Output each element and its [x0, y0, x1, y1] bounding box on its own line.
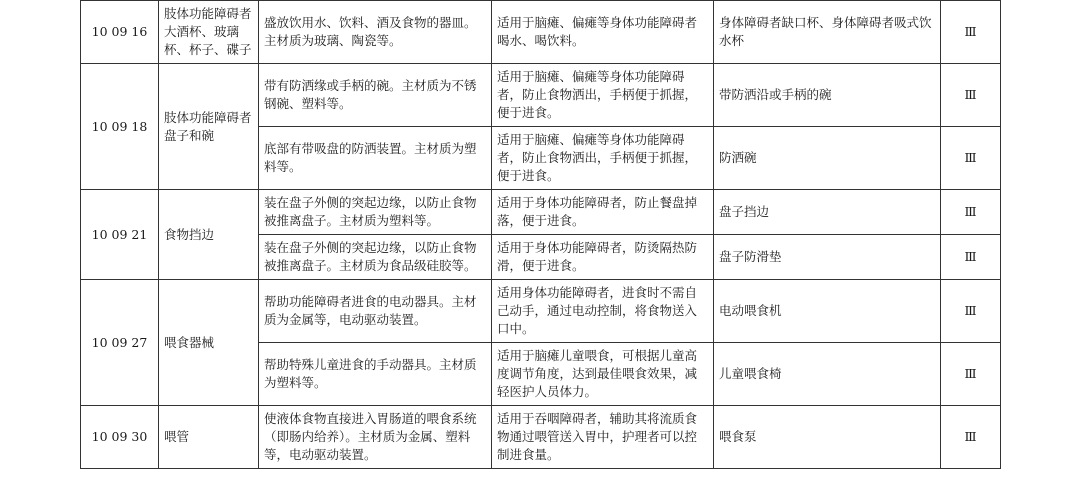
product-catalog-table — [80, 0, 1001, 469]
product-examples: 儿童喂食椅 — [714, 343, 941, 406]
table-row — [81, 1, 1001, 64]
category-code: 10 09 18 — [81, 64, 159, 190]
category-name: 喂食器械 — [159, 280, 259, 406]
management-class: Ⅲ — [941, 406, 1001, 469]
product-description: 装在盘子外侧的突起边缘，以防止食物被推离盘子。主材质为塑料等。 — [259, 190, 492, 235]
table-row — [81, 190, 1001, 235]
intended-use: 适用于身体功能障碍者，防烫隔热防滑，便于进食。 — [492, 235, 714, 280]
product-description: 底部有带吸盘的防洒装置。主材质为塑料等。 — [259, 127, 492, 190]
management-class: Ⅲ — [941, 64, 1001, 127]
intended-use: 适用于脑瘫儿童喂食，可根据儿童高度调节角度，达到最佳喂食效果，减轻医护人员体力。 — [492, 343, 714, 406]
management-class: Ⅲ — [941, 235, 1001, 280]
intended-use: 适用于脑瘫、偏瘫等身体功能障碍者，防止食物洒出，手柄便于抓握，便于进食。 — [492, 64, 714, 127]
product-description: 帮助功能障碍者进食的电动器具。主材质为金属等，电动驱动装置。 — [259, 280, 492, 343]
management-class: Ⅲ — [941, 280, 1001, 343]
table-row — [81, 64, 1001, 127]
management-class: Ⅲ — [941, 1, 1001, 64]
category-name: 食物挡边 — [159, 190, 259, 280]
product-examples: 防洒碗 — [714, 127, 941, 190]
management-class: Ⅲ — [941, 190, 1001, 235]
table-row — [81, 280, 1001, 343]
intended-use: 适用于吞咽障碍者，辅助其将流质食物通过喂管送入胃中，护理者可以控制进食量。 — [492, 406, 714, 469]
category-code: 10 09 30 — [81, 406, 159, 469]
intended-use: 适用于脑瘫、偏瘫等身体功能障碍者，防止食物洒出，手柄便于抓握，便于进食。 — [492, 127, 714, 190]
table-row — [81, 406, 1001, 469]
intended-use: 适用于身体功能障碍者，防止餐盘掉落，便于进食。 — [492, 190, 714, 235]
intended-use: 适用于脑瘫、偏瘫等身体功能障碍者喝水、喝饮料。 — [492, 1, 714, 64]
category-name: 肢体功能障碍者盘子和碗 — [159, 64, 259, 190]
category-code: 10 09 16 — [81, 1, 159, 64]
product-description: 帮助特殊儿童进食的手动器具。主材质为塑料等。 — [259, 343, 492, 406]
product-description: 使液体食物直接进入胃肠道的喂食系统（即肠内给养）。主材质为金属、塑料等，电动驱动装置。 — [259, 406, 492, 469]
category-code: 10 09 21 — [81, 190, 159, 280]
category-code: 10 09 27 — [81, 280, 159, 406]
category-name: 肢体功能障碍者大酒杯、玻璃杯、杯子、碟子 — [159, 1, 259, 64]
product-description: 盛放饮用水、饮料、酒及食物的器皿。主材质为玻璃、陶瓷等。 — [259, 1, 492, 64]
product-description: 带有防洒缘或手柄的碗。主材质为不锈钢碗、塑料等。 — [259, 64, 492, 127]
management-class: Ⅲ — [941, 127, 1001, 190]
product-description: 装在盘子外侧的突起边缘，以防止食物被推离盘子。主材质为食品级硅胶等。 — [259, 235, 492, 280]
intended-use: 适用身体功能障碍者，进食时不需自己动手，通过电动控制，将食物送入口中。 — [492, 280, 714, 343]
product-examples: 身体障碍者缺口杯、身体障碍者吸式饮水杯 — [714, 1, 941, 64]
product-examples: 盘子防滑垫 — [714, 235, 941, 280]
product-examples: 带防洒沿或手柄的碗 — [714, 64, 941, 127]
product-examples: 电动喂食机 — [714, 280, 941, 343]
product-examples: 喂食泵 — [714, 406, 941, 469]
product-examples: 盘子挡边 — [714, 190, 941, 235]
category-name: 喂管 — [159, 406, 259, 469]
management-class: Ⅲ — [941, 343, 1001, 406]
